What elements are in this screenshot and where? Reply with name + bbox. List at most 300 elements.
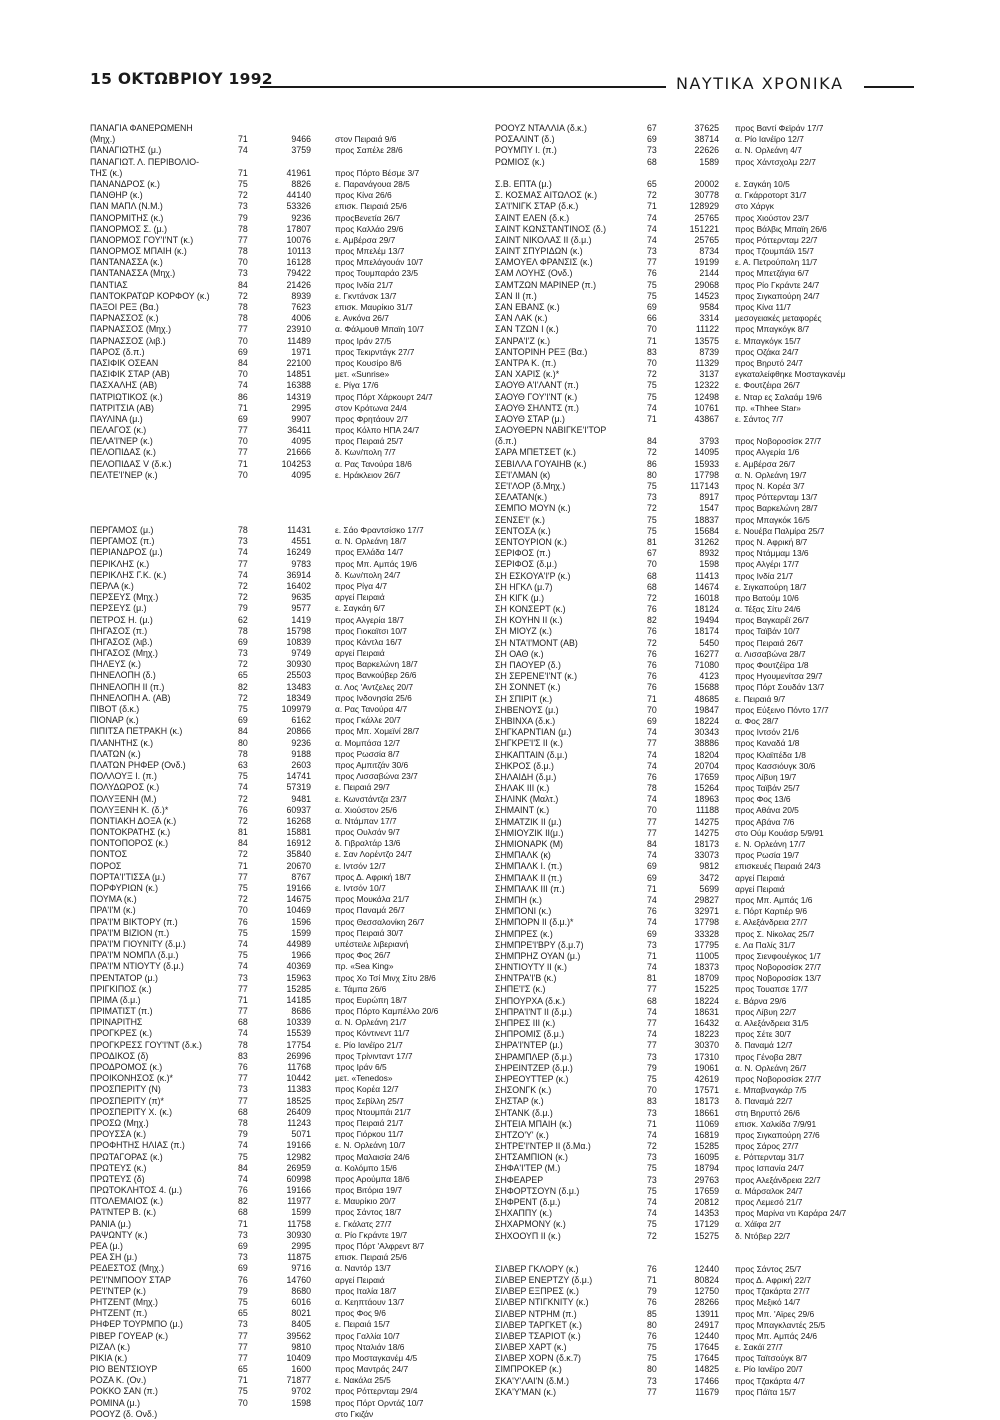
ship-status: προς Μεξικό 14/7 [735,1297,801,1308]
ship-name: ΣΗΜΠΑΛΚ Ι. (π.) [495,861,563,872]
ship-name: ΣΗ ΟΑΘ (κ.) [495,648,544,659]
ship-year: 76 [647,660,657,670]
ship-tonnage: 17466 [694,1375,719,1386]
ship-entry [495,1376,865,1387]
ship-tonnage: 18709 [694,973,719,984]
ship-tonnage: 23910 [286,324,311,335]
ship-tonnage: 18173 [694,839,719,849]
ship-entry [495,537,865,548]
ship-entry [90,749,460,760]
ship-entry [90,1028,460,1039]
ship-tonnage: 1596 [291,916,311,927]
ship-entry [495,414,865,425]
ship-tonnage: 38886 [694,738,719,749]
ship-tonnage: 13911 [695,1308,719,1319]
ship-entry [495,392,865,403]
ship-status: προς Γένοβα 28/7 [735,1051,803,1062]
ship-tonnage: 37625 [694,123,719,133]
ship-year: 70 [647,1085,657,1096]
ship-year: 74 [238,380,248,391]
ship-status: προς Κασσιόυγκ 30/6 [735,760,816,771]
ship-tonnage: 14851 [286,369,311,380]
ship-name: ΣΗΝΤΙΟΥΤΥ ΙΙ (κ.) [495,962,567,973]
ship-name: ΣΗΒΕΝΟΥΣ (μ.) [495,704,559,715]
ship-status: ε. Ρίο Ιανέϊρο 21/7 [335,1039,403,1050]
ship-name: ΣΗΜΠΑΛΚ (κ) [495,850,551,861]
ship-name: ΠΡΟΙΚΟΝΗΣΟΣ (κ.)* [90,1073,173,1084]
ship-tonnage: 43867 [694,413,719,424]
ship-tonnage: 11431 [287,525,311,535]
ship-name: ΣΗΧΟΟΥΠ ΙΙ (κ.) [495,1230,561,1241]
ship-year: 78 [647,783,657,794]
ship-status: προς Μπ. Αμπάς 24/6 [735,1330,818,1341]
ship-tonnage: 21666 [286,447,311,458]
ship-tonnage: 57319 [286,782,311,793]
ship-status: προς Μπ. Αμπάς 19/6 [335,558,418,569]
ship-status: α. Αλεξάνδρεια 31/5 [735,1018,809,1028]
ship-year: 73 [238,201,248,212]
ship-year: 63 [238,759,248,770]
ship-name: ΣΗΤΡΕ'Ι'ΝΤΕΡ ΙΙ (δ.Μα.) [495,1141,591,1152]
ship-entry [495,201,865,212]
ship-year: 79 [647,1286,657,1297]
ship-status: προς Γιόρκου 11/7 [335,1129,404,1140]
ship-status: προς Πειραιά 30/7 [335,927,404,938]
ship-tonnage: 48685 [694,693,719,704]
ship-entry [90,1297,460,1308]
ship-name: ΠΡΟΓΚΡΕΣ (κ.) [90,1028,153,1039]
ship-entry [90,1084,460,1095]
ship-status: υπέστειλε λιβεριανή [335,938,409,949]
ship-name: ΠΟΛΛΟΥΞ Ι. (π.) [90,771,157,782]
ship-year: 71 [647,883,657,894]
ship-status: προς Μαλαισία 24/6 [335,1151,410,1162]
ship-tonnage: 17659 [694,771,719,782]
ship-tonnage: 2144 [699,268,719,279]
ship-entry [495,336,865,347]
ship-name: ΣΗΣΟΝΓΚ (κ.) [495,1085,552,1096]
ship-entry [90,425,460,436]
ship-entry [90,1409,460,1420]
ship-tonnage: 17571 [694,1085,719,1096]
ship-year: 82 [647,615,657,626]
ship-year: 86 [647,458,657,469]
ship-tonnage: 1598 [699,559,719,570]
ship-name: ΣΑΝΤΟΡΙΝΗ ΡΕΞ (Βα.) [495,346,588,357]
ship-status: προς Βιτόρια 19/7 [335,1185,403,1196]
ship-entry [495,861,865,872]
ship-tonnage: 14825 [694,1364,719,1375]
ship-year: 76 [647,1263,657,1274]
ship-tonnage: 9907 [291,413,311,424]
ship-name: ΣΑΟΥΘ ΓΟΥ'Ι'ΝΤ (κ.) [495,391,578,402]
ship-status: προς Νοβοροσίσκ 13/7 [735,973,822,984]
ship-tonnage: 29763 [694,1174,719,1185]
right-block-2 [495,179,865,1242]
ship-entry [495,470,865,481]
right-block-1 [495,123,865,168]
ship-entry [495,1219,865,1230]
ship-tonnage: 5699 [699,883,719,894]
ship-status: στο Χάργκ [735,201,774,212]
ship-entry [495,682,865,693]
ship-status: δ. Γιβραλτάρ 13/6 [335,838,401,849]
ship-status: προς Ηγουμενίτσα 29/7 [735,671,823,682]
ship-name: ΣΗ ΗΓΚΛ (μ.7) [495,581,553,592]
ship-tonnage: 30343 [694,727,719,738]
ship-name: ΠΡΑ'Ι'Μ ΒΙΚΤΟΡΥ (π.) [90,916,178,927]
ship-year: 73 [238,1229,248,1240]
ship-year: 73 [647,145,657,156]
ship-entry [495,615,865,626]
ship-status: προς Εύξεινο Πόντο 17/7 [735,704,829,715]
ship-name: ΣΗ ΚΟΝΣΕΡΤ (κ.) [495,604,566,615]
ship-tonnage: 24917 [694,1319,719,1330]
ship-name: ΠΕΡΓΑΜΟΣ (π.) [90,536,155,547]
ship-entry [495,257,865,268]
ship-year: 69 [238,1263,248,1274]
ship-entry [90,838,460,849]
ship-status: προς Σαπέλε 28/6 [335,145,403,156]
ship-name: ΣΗΤΣΑΜΠΙΟΝ (κ.) [495,1152,568,1163]
ship-tonnage: 12750 [694,1286,719,1297]
ship-year: 72 [238,580,248,591]
ship-tonnage: 9810 [291,1341,311,1352]
ship-entry [495,917,865,928]
ship-status: δ. Παναμά 12/7 [735,1040,793,1051]
ship-entry [495,190,865,201]
ship-tonnage: 16819 [694,1129,719,1140]
ship-tonnage: 15275 [694,1230,719,1241]
ship-entry [90,358,460,369]
ship-status: προς Θεσσαλονίκη 26/7 [335,916,425,927]
ship-entry [495,1264,865,1275]
ship-entry [90,470,460,481]
ship-status: προς Χο Τσί Μινχ Σίτυ 28/6 [335,972,436,983]
ship-tonnage: 11122 [695,324,719,335]
ship-entry [495,839,865,850]
ship-entry [90,905,460,916]
ship-tonnage: 9466 [291,134,311,145]
ship-entry [495,1163,865,1174]
ship-entry [495,347,865,358]
ship-status: προς Αλεξάνδρεια 22/7 [735,1174,821,1185]
ship-tonnage: 11875 [287,1252,311,1263]
ship-year: 76 [238,1185,248,1196]
ship-entry [90,1051,460,1062]
ship-year: 68 [647,156,657,167]
ship-entry [495,481,865,492]
ship-tonnage: 10761 [694,402,719,413]
ship-year: 75 [238,950,248,961]
ship-year: 76 [647,671,657,682]
ship-entry [495,380,865,391]
ship-name: ΣΗΤΑΝΚ (δ.μ.) [495,1107,553,1118]
ship-entry [90,883,460,894]
ship-tonnage: 31262 [694,536,719,547]
ship-year: 77 [238,234,248,245]
ship-year: 71 [238,134,248,145]
ship-year: 73 [238,972,248,983]
ship-tonnage: 11005 [695,950,719,961]
ship-status: δ. Κων/πολη 24/7 [335,569,401,580]
ship-name: ΣΙΛΒΕΡ ΝΤΡΗΜ (π.) [495,1308,577,1319]
ship-entry [495,794,865,805]
ship-name: ΣΗ ΕΣΚΟΥΑ'Ι'Ρ (κ.) [495,570,571,581]
ship-status: προς Πόρτο Καμπέλλο 20/6 [335,1006,439,1017]
ship-year: 65 [238,1308,248,1319]
ship-entry [90,861,460,872]
ship-tonnage: 15881 [286,827,311,838]
ship-name: ΡΑΝΙΑ (μ.) [90,1218,132,1229]
ship-status: προς Βαγκαρέϊ 26/7 [735,615,810,626]
ship-entry [495,1096,865,1107]
ship-status: προς Νοβοροσίσκ 27/7 [735,1073,822,1084]
ship-year: 74 [238,938,248,949]
ship-tonnage: 11243 [287,1117,311,1128]
ship-status: δ. Κων/πολη 7/7 [335,447,396,458]
ship-year: 74 [238,961,248,972]
ship-entry [495,604,865,615]
ship-status: προς Γκάλλε 20/7 [335,715,401,726]
ship-tonnage: 17798 [694,917,719,928]
ship-entry [90,157,460,168]
ship-tonnage: 16018 [694,592,719,603]
ship-year: 65 [238,1364,248,1375]
ship-tonnage: 3793 [699,436,719,447]
ship-year: 73 [647,492,657,503]
ship-name: ΠΡΕΝΤΑΤΟΡ (μ.) [90,972,158,983]
ship-year: 71 [238,458,248,469]
ship-tonnage: 19166 [286,1185,311,1196]
ship-name: ΠΗΛΕΥΣ (κ.) [90,659,141,670]
ship-status: α. Μομπάσα 12/7 [335,737,401,748]
ship-year: 76 [647,906,657,917]
ship-year: 75 [238,1151,248,1162]
ship-entry [495,324,865,335]
ship-year: 73 [647,1107,657,1118]
ship-status: προς Ταϊτσούγκ 8/7 [735,1353,808,1364]
ship-tonnage: 17807 [286,223,311,234]
ship-name: ΣΗΦΡΕΝΤ (δ.μ.) [495,1197,561,1207]
ship-entry [495,761,865,772]
ship-year: 73 [238,536,248,547]
ship-status: προς Σάντος 18/7 [335,1207,402,1218]
ship-year: 74 [647,917,657,928]
ship-tonnage: 25765 [694,234,719,245]
ship-tonnage: 11069 [695,1118,719,1129]
ship-year: 77 [647,1018,657,1028]
ship-year: 79 [647,1062,657,1073]
ship-year: 83 [647,346,657,357]
ship-entry [495,559,865,570]
ship-year: 69 [238,346,248,357]
ship-tonnage: 11413 [695,570,719,581]
ship-entry [90,302,460,313]
ship-year: 69 [238,715,248,726]
ship-year: 74 [238,547,248,558]
ship-status: προς Λίβυη 19/7 [735,771,797,782]
ship-status: ε. Σιγκαπούρη 18/7 [735,581,807,592]
ship-year: 76 [647,771,657,782]
ship-status: προς Κουσίρο 8/6 [335,357,402,368]
ship-status: α. Ν. Ορλεάνη 26/7 [735,1062,807,1073]
ship-tonnage: 8021 [291,1308,311,1319]
ship-year: 86 [238,391,248,402]
ship-year: 74 [647,212,657,223]
ship-tonnage: 13483 [286,681,311,692]
ship-name: ΠΑΝΑΝΔΡΟΣ (κ.) [90,178,160,189]
ship-name: ΣΑΝ ΧΑΡΙΣ (κ.)* [495,369,560,380]
ship-tonnage: 38714 [694,134,719,145]
ship-status: προς Πόρτ Ορντάζ 10/7 [335,1397,424,1408]
ship-entry [495,1063,865,1074]
ship-tonnage: 10113 [287,246,311,257]
ship-tonnage: 29827 [694,894,719,905]
ship-year: 84 [238,1162,248,1173]
ship-year: 69 [647,302,657,312]
ship-tonnage: 10409 [286,1352,311,1363]
ship-status: ε. Σαν Λορέντζο 24/7 [335,849,413,860]
ship-status: πρ. «Thhee Star» [735,402,801,413]
ship-name: ΠΟΡΦΥΡΙΩΝ (κ.) [90,883,159,893]
ship-year: 75 [238,704,248,714]
ship-status: προς Πόρτο Βέσμε 3/7 [335,167,420,178]
ship-year: 74 [647,223,657,234]
ship-entry [495,1275,865,1286]
ship-year: 75 [647,1163,657,1174]
ship-status: μετ. «Tenedos» [335,1073,393,1084]
ship-entry [90,1118,460,1129]
ship-year: 75 [647,290,657,301]
ship-tonnage: 5450 [699,637,719,648]
ship-status: α. Ν. Ορλεάνη 18/7 [335,536,407,547]
ship-tonnage: 8932 [699,548,719,559]
ship-tonnage: 33073 [694,850,719,861]
ship-status: ε. Πειραιά 29/7 [335,782,390,793]
ship-status: ε. Ιντσόν 10/7 [335,883,386,893]
ship-tonnage: 14095 [694,447,719,458]
ship-name: ΠΑΝΑΓΙΑ ΦΑΝΕΡΩΜΕΝΗ [90,123,193,133]
ship-name: ΣΑΜ ΛΟΥΗΣ (Ονδ.) [495,268,573,279]
ship-tonnage: 18631 [694,1006,719,1017]
ship-tonnage: 151221 [689,223,719,234]
ship-entry [90,1096,460,1107]
ship-name: ΡΕ'Ι'ΝΜΠΟΟΥ ΣΤΑΡ [90,1274,172,1285]
ship-status: προς Μπαγκόκ 16/5 [735,514,810,525]
ship-status: προς Κόντινεντ 11/7 [335,1028,410,1039]
ship-name: ΣΗΜΑΙΝΤ (κ.) [495,805,550,816]
ship-entry [495,503,865,514]
ship-name: ΡΑΨΩΝΤΥ (κ.) [90,1229,148,1240]
ship-tonnage: 12322 [694,380,719,391]
ship-year: 71 [647,335,657,346]
ship-tonnage: 14275 [694,827,719,838]
ship-entry [90,1353,460,1364]
ship-entry [495,358,865,369]
ship-status: προς Λισσαβώνα 23/7 [335,771,418,782]
ship-status: προς Ν. Αφρική 8/7 [735,536,808,547]
ship-year: 71 [647,1118,657,1129]
ship-year: 76 [238,916,248,927]
ship-year: 75 [647,391,657,402]
ship-tonnage: 18373 [694,962,719,973]
ship-tonnage: 9188 [291,748,311,759]
ship-name: ΡΟΚΚΟ ΣΑΝ (π.) [90,1386,158,1397]
ship-name: ΣΙΛΒΕΡ ΤΣΑΡΙΟΤ (κ.) [495,1330,581,1341]
ship-entry [90,525,460,536]
ship-entry [90,403,460,414]
ship-name: ΠΑΣΙΦΙΚ ΟΣΕΑΝ [90,357,159,368]
ship-entry [90,805,460,816]
ship-entry [495,1007,865,1018]
ship-entry [495,750,865,761]
ship-tonnage: 4095 [291,469,311,480]
ship-entry [90,1140,460,1151]
ship-tonnage: 10076 [286,234,311,245]
ship-year: 75 [238,883,248,893]
ship-name: ΣΗΠΡΟΜΙΣ (δ.μ.) [495,1029,565,1040]
ship-status: προς Τεκιρντάγκ 27/7 [335,346,415,357]
ship-tonnage: 33328 [694,928,719,939]
ship-name: ΣΑΟΥΘΕΡΝ ΝΑΒΙΓΚΕ'Ι'ΤΟΡ [495,425,607,436]
ship-entry [495,1297,865,1308]
ship-tonnage: 18223 [694,1029,719,1040]
ship-name: ΠΑΝΑΓΙΩΤ. Λ. ΠΕΡΙΒΟΛΙΟ- [90,156,200,167]
ship-year: 73 [647,246,657,257]
ship-name: ΠΟΝΤΟΣ [90,849,128,860]
ship-tonnage: 11679 [695,1386,719,1397]
ship-name: ΣΑΟΥΘ ΣΗΛΝΤΣ (π.) [495,402,579,413]
ship-name: ΠΑΥΛΙΝΑ (μ.) [90,413,143,424]
ship-status: προς Γαλλία 10/7 [335,1330,400,1341]
ship-status: προς Δ. Αφρική 18/7 [335,871,411,882]
ship-status: α. Μάρσαλοκ 24/7 [735,1185,803,1196]
ship-status: εγκαταλείφθηκε Μοσταγκανέμ [735,369,846,380]
ship-name: ΣΗ ΚΟΥΗΝ ΙΙ (κ.) [495,615,563,626]
ship-year: 72 [238,290,248,301]
ship-name: ΣΕΒΙΛΛΑ ΓΟΥΑΙΗΒ (κ.) [495,458,587,469]
ship-status: προς Σιγκαπούρη 27/6 [735,1129,820,1140]
ship-status: ε. Ανκόνα 26/7 [335,313,389,324]
ship-status: προς Ταϊβάν 10/7 [735,626,800,637]
ship-year: 76 [647,648,657,659]
ship-name: ΣΗΚΑΠΤΑΙΝ (δ.μ.) [495,749,568,760]
ship-status: ε. Σαγκάη 10/5 [735,178,790,189]
ship-entry [90,615,460,626]
ship-entry [90,536,460,547]
ship-status: προς Ινδία 21/7 [335,279,394,290]
ship-name: ΣΕΝΤΟΣΑ (κ.) [495,525,551,536]
ship-tonnage: 3137 [699,369,719,380]
ship-year: 76 [647,1297,657,1308]
ship-name: ΠΕΡΙΚΛΗΣ (κ.) [90,558,150,569]
ship-entry [495,1197,865,1208]
ship-entry [495,1029,865,1040]
ship-name: ΡΙΖΑΛ (κ.) [90,1341,131,1352]
ship-tonnage: 11977 [287,1196,311,1207]
ship-status: α. Ν. Ορλεάνη 4/7 [735,145,802,156]
ship-tonnage: 3472 [699,872,719,883]
ship-entry [90,1319,460,1330]
ship-year: 75 [647,1219,657,1230]
ship-name: (δ.π.) [495,436,517,447]
ship-tonnage: 9481 [291,793,311,804]
ship-status: προς Φος 13/6 [735,794,791,805]
ship-name: ΣΗΜΠΡΕ'Ι'ΒΡΥ (δ.μ.7) [495,939,584,950]
ship-tonnage: 14319 [286,391,311,402]
ship-entry [90,123,460,134]
